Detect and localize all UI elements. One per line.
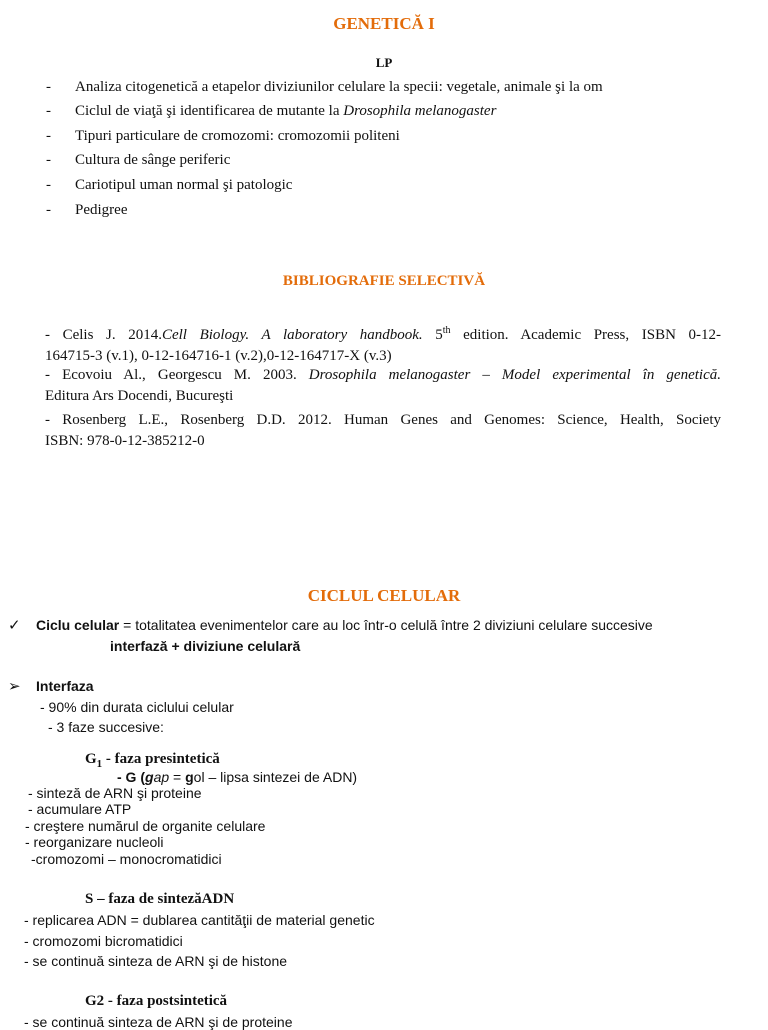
cell-cycle-heading: CICLUL CELULAR	[307, 586, 461, 605]
list-item: - Cultura de sânge periferic	[46, 152, 231, 168]
list-item: - 90% din durata ciclului celular	[40, 699, 234, 715]
lp-heading: LP	[375, 55, 393, 70]
list-item: - replicarea ADN = dublarea cantităţii de material genetic	[24, 912, 375, 928]
list-item: - Ciclul de viaţă şi identificarea de mutante la Drosophila melanogaster	[46, 103, 497, 119]
definition-formula: interfază + diviziune celulară	[110, 638, 301, 654]
list-item: - se continuă sinteza de ARN şi de histone	[24, 953, 288, 969]
list-item: - sinteză de ARN şi proteine	[28, 785, 202, 801]
list-item: - creştere numărul de organite celulare	[25, 818, 266, 834]
interfaza-label: Interfaza	[36, 678, 94, 694]
list-item: - reorganizare nucleoli	[25, 834, 164, 850]
reference-item: - Celis J. 2014.Cell Biology. A laboratory handbook. 5th edition. Academic Press, ISBN 0-12- 164715-3 (v.1), 0-12-164716-1 (v.2),0-12-164717-X (v.3)	[45, 325, 721, 364]
list-item: - 3 faze succesive:	[48, 719, 164, 735]
reference-item: - Rosenberg L.E., Rosenberg D.D. 2012. Human Genes and Genomes: Science, Health, Society ISBN: 978-0-12-385212-0	[45, 412, 721, 449]
list-item: - Analiza citogenetică a etapelor diviziunilor celulare la specii: vegetale, animale şi la om	[46, 79, 603, 95]
arrow-bullet-icon: ➢	[8, 679, 21, 695]
list-item: - Pedigree	[46, 202, 128, 218]
page-title: GENETICĂ I	[333, 14, 435, 33]
list-item: - cromozomi bicromatidici	[24, 933, 183, 949]
bibliography-heading: BIBLIOGRAFIE SELECTIVĂ	[282, 273, 486, 289]
definition-line: Ciclu celular = totalitatea evenimentelor care au loc într-o celulă între 2 diviziuni celulare succesive	[36, 617, 653, 633]
list-item: - Tipuri particulare de cromozomi: cromozomii politeni	[46, 128, 400, 144]
list-item: -cromozomi – monocromatidici	[31, 851, 222, 867]
g1-gap-note: - G (gap = gol – lipsa sintezei de ADN)	[117, 769, 358, 785]
g1-heading: $G_1$ - faza presintetică	[85, 751, 220, 770]
list-item: - se continuă sinteza de ARN şi de proteine	[24, 1014, 293, 1030]
reference-item: - Ecovoiu Al., Georgescu M. 2003. Drosophila melanogaster – Model experimental în genetică. Editura Ars Docendi, Bucureşti	[45, 367, 721, 404]
list-item: - Cariotipul uman normal şi patologic	[46, 177, 293, 193]
s-phase-heading: S – faza de sintezăADN	[85, 891, 235, 907]
g2-heading: G2 - faza postsintetică	[85, 993, 228, 1009]
list-item: - acumulare ATP	[28, 801, 132, 817]
checkmark-icon: ✓	[8, 618, 21, 634]
